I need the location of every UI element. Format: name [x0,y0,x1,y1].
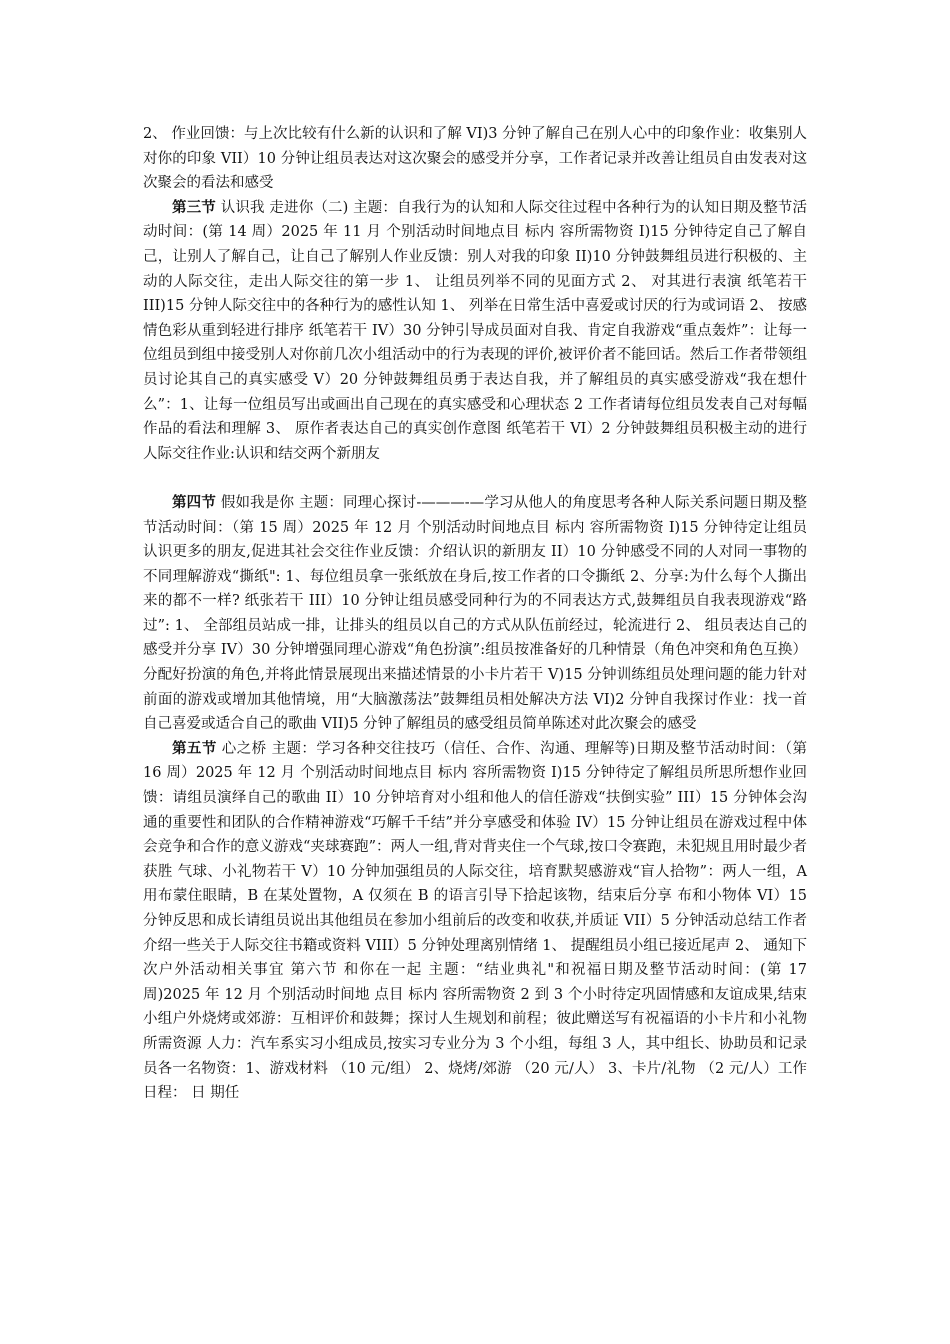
section-3-paragraph [143,196,807,467]
section-5-title: 第五节 [172,739,217,757]
section-5-body: 心之桥 主题：学习各种交往技巧（信任、合作、沟通、理解等)日期及整节活动时间：（第 16 周）2025 年 12 月 个别活动时间地点目 标内 容所需物资 I)15 分钟待定了解组员所思所想作业回馈：请组员演绎自己的歌曲 II）10 分钟培育对小组和他人的信任游戏“扶倒实验” III）15 分钟体会沟通的重要性和团队的合作精神游戏“巧解千千结”并分享感受和体验 IV）15 分钟让组员在游戏过程中体会竞争和合作的意义游戏“夹球赛跑”：两人一组,背对背夹住一个气球,按口令赛跑，未犯规且用时最少者获胜 气球、小礼物若干 V）10 分钟加强组员的人际交往，培育默契感游戏“盲人拾物”：两人一组，A 用布蒙住眼睛，B 在某处置物，A 仅须在 B 的语言引导下拾起该物，结束后分享 布和小物体 VI）15 分钟反思和成长请组员说出其他组员在参加小组前后的改变和收获,并质证 VII）5 分钟活动总结工作者介绍一些关于人际交往书籍或资料 VIII）5 分钟处理离别情绪 1、 提醒组员小组已接近尾声 2、 通知下次户外活动相关事宜 第六节 和你在一起 主题：“结业典礼"和祝福日期及整节活动时间：(第 17 周)2025 年 12 月 个别活动时间地 点目 标内 容所需物资 2 到 3 个小时待定巩固情感和友谊成果,结束小组户外烧烤或郊游：互相评价和鼓舞；探讨人生规划和前程；彼此赠送写有祝福语的小卡片和小礼物 所需资源 人力：汽车系实习小组成员,按实习专业分为 3 个小组，每组 3 人，其中组长、协助员和记录员各一名物资：1、游戏材料 （10 元/组） 2、烧烤/郊游 （20 元/人） 3、卡片/礼物 （2 元/人）工作日程： 日 期任 [143,740,808,1102]
section-3-title: 第三节 [172,198,216,216]
document-page [143,122,807,1106]
section-5-paragraph [143,737,807,1106]
section-3-body: 认识我 走进你（二) 主题：自我行为的认知和人际交往过程中各种行为的认知日期及整节活动时间：(第 14 周）2025 年 11 月 个别活动时间地点目 标内 容所需物资 I)15 分钟待定自己了解自己，让别人了解自己，让自己了解别人作业反馈：别人对我的印象 II)10 分钟鼓舞组员进行积极的、主动的人际交往，走出人际交往的第一步 1、 让组员列举不同的见面方式 2、 对其进行表演 纸笔若干 III)15 分钟人际交往中的各种行为的感性认知 1、 列举在日常生活中喜爱或讨厌的行为或词语 2、 按感情色彩从重到轻进行排序 纸笔若干 IV）30 分钟引导成员面对自我、肯定自我游戏“重点轰炸”：让每一位组员到组中接受别人对你前几次小组活动中的行为表现的评价,被评价者不能回话。然后工作者带领组员讨论其自己的真实感受 V）20 分钟鼓舞组员勇于表达自我，并了解组员的真实感受游戏“我在想什么”：1、让每一位组员写出或画出自己现在的真实感受和心理状态 2 工作者请每位组员发表自己对每幅作品的看法和理解 3、 原作者表达自己的真实创作意图 纸笔若干 VI）2 分钟鼓舞组员积极主动的进行人际交往作业:认识和结交两个新朋友 [143,199,808,462]
section-4-title: 第四节 [172,493,217,511]
paragraph-homework-feedback: 2、 作业回馈：与上次比较有什么新的认识和了解 VI)3 分钟了解自己在别人心中的印象作业：收集别人对你的印象 VII）10 分钟让组员表达对这次聚会的感受并分享，工作者记录并改善让组员自由发表对这次聚会的看法和感受 [143,126,807,192]
section-4-body: 假如我是你 主题：同理心探讨-———-—学习从他人的角度思考各种人际关系问题日期及整节活动时间：（第 15 周）2025 年 12 月 个别活动时间地点目 标内 容所需物资 I)15 分钟待定让组员认识更多的朋友,促进其社会交往作业反馈：介绍认识的新朋友 II）10 分钟感受不同的人对同一事物的不同理解游戏“撕纸": 1、每位组员拿一张纸放在身后,按工作者的口令撕纸 2、分享:为什么每个人撕出来的都不一样? 纸张若干 III）10 分钟让组员感受同种行为的不同表达方式,鼓舞组员自我表现游戏“路过”: 1、 全部组员站成一排，让排头的组员以自己的方式从队伍前经过，轮流进行 2、 组员表达自己的感受并分享 IV）30 分钟增强同理心游戏“角色扮演”:组员按准备好的几种情景（角色冲突和角色互换）分配好扮演的角色,并将此情景展现出来描述情景的小卡片若干 V)15 分钟训练组员处理问题的能力针对前面的游戏或增加其他情境，用“大脑激荡法”鼓舞组员相处解决方法 VI)2 分钟自我探讨作业：找一首自己喜爱或适合自己的歌曲 VII)5 分钟了解组员的感受组员简单陈述对此次聚会的感受 [143,494,808,733]
section-4-paragraph [143,491,807,737]
paragraph-gap [143,466,807,491]
